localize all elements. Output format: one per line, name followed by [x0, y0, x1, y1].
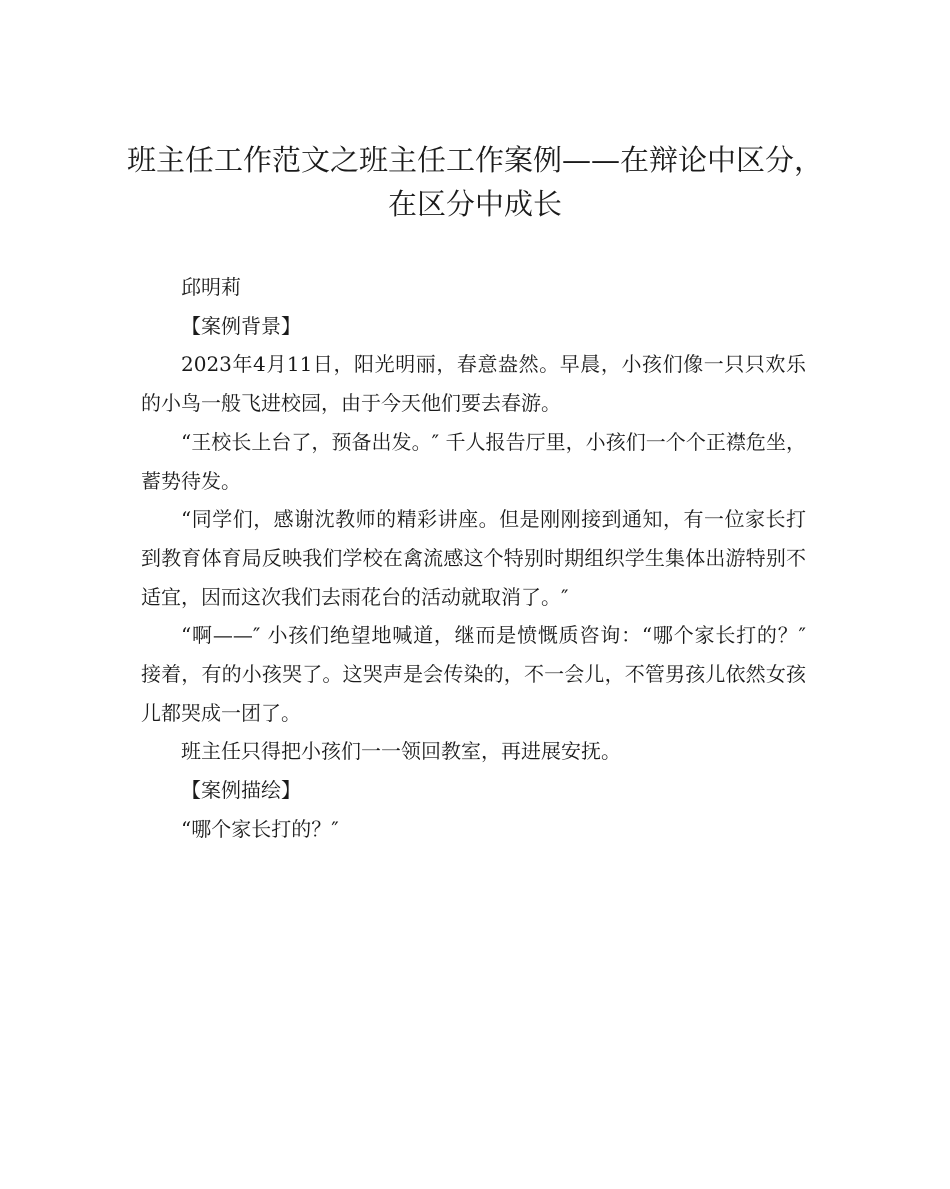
- paragraph-2: “王校长上台了，预备出发。″ 千人报告厅里，小孩们一个个正襟危坐，蓄势待发。: [141, 429, 806, 493]
- section-heading-background: 【案例背景】: [181, 313, 301, 338]
- paragraph-5: 班主任只得把小孩们一一领回教室，再进展安抚。: [181, 739, 621, 764]
- author-name: 邱明莉: [181, 275, 241, 299]
- document-title-line-2: 在区分中成长: [387, 187, 562, 221]
- paragraph-4: “啊——″ 小孩们绝望地喊道，继而是愤慨质咨询：“哪个家长打的？″ 接着，有的小孩哭了。这哭声是会传染的，不一会儿，不管男孩儿依然女孩儿都哭成一团了。: [141, 623, 806, 725]
- document-title-line-1: 班主任工作范文之班主任工作案例——在辩论中区分，: [126, 143, 823, 177]
- paragraph-1: 2023年4月11日，阳光明丽，春意盎然。早晨，小孩们像一只只欢乐的小鸟一般飞进校园，由于今天他们要去春游。: [141, 352, 806, 416]
- paragraph-6: “哪个家长打的？″: [181, 816, 339, 841]
- document-body: [141, 268, 806, 849]
- paragraph-3: “同学们，感谢沈教师的精彩讲座。但是刚刚接到通知，有一位家长打到教育体育局反映我们学校在禽流感这个特别时期组织学生集体出游特别不适宜，因而这次我们去雨花台的活动就取消了。″: [141, 507, 806, 609]
- section-heading-description: 【案例描绘】: [181, 778, 301, 803]
